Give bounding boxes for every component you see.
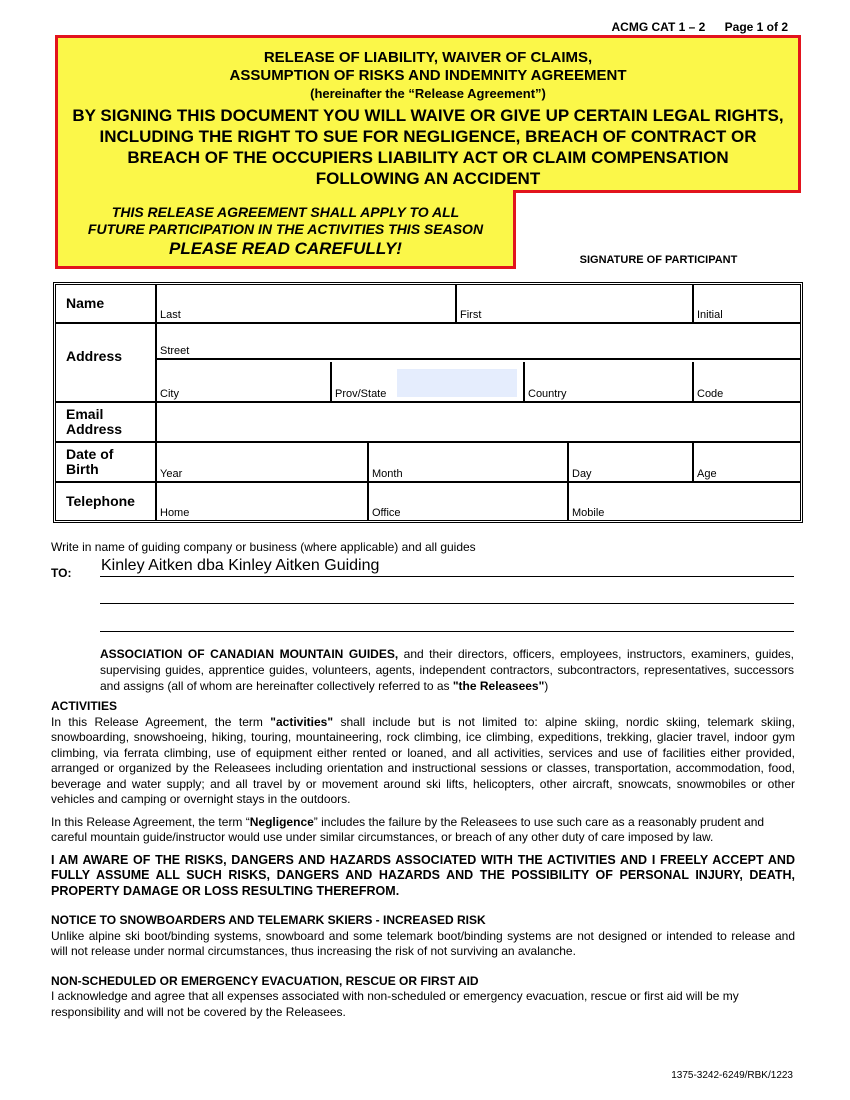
negligence-term: Negligence (249, 814, 314, 829)
activities-section (51, 699, 795, 1020)
negligence-rest: ” includes the failure by the Releasees to use such care as a reasonably prudent and careful mountain guide/instructor would use under similar circumstances, or breach of any other duty of care imposed by law. (51, 814, 765, 844)
apply-line-1: THIS RELEASE AGREEMENT SHALL APPLY TO ALL (111, 204, 460, 220)
name-label: Name (56, 285, 157, 322)
warning-line-2: INCLUDING THE RIGHT TO SUE FOR NEGLIGENCE, BREACH OF CONTRACT OR (99, 127, 757, 146)
form-code: ACMG CAT 1 – 2 (611, 20, 706, 34)
dob-label-line-1: Date of (66, 446, 114, 462)
releasees-text: and their directors, officers, employees, instructors, examiners, guides, supervising guides, apprentice guides, volunteers, agents, independent contractors, subcontractors, representatives, successors and assigns (all of whom are hereinafter collectively referred to as (100, 647, 794, 693)
prov-caption: Prov/State (335, 388, 387, 400)
warning-line-3: BREACH OF THE OCCUPIERS LIABILITY ACT OR CLAIM COMPENSATION (127, 148, 729, 167)
email-row (56, 403, 800, 443)
document-header (596, 20, 789, 34)
street-field[interactable] (157, 322, 800, 360)
code-caption: Code (697, 388, 724, 400)
initial-caption: Initial (697, 309, 723, 321)
last-caption: Last (160, 309, 181, 321)
office-phone-field[interactable] (369, 483, 569, 520)
notice-text: Unlike alpine ski boot/binding systems, snowboard and some telemark boot/binding systems are not designed or intended to release and will not release under normal circumstances, thus increasing the risk of not surviving an avalanche. (51, 928, 795, 958)
apply-line-2: FUTURE PARTICIPATION IN THE ACTIVITIES THIS SEASON (87, 221, 484, 237)
releasees-paragraph (100, 646, 794, 694)
country-field[interactable] (525, 362, 694, 401)
city-field[interactable] (157, 362, 332, 401)
prov-field[interactable] (332, 362, 525, 401)
guide-name-field[interactable]: Kinley Aitken dba Kinley Aitken Guiding (101, 557, 380, 574)
email-label (56, 403, 157, 441)
activities-paragraph (51, 715, 795, 808)
read-carefully: PLEASE READ CAREFULLY! (169, 239, 402, 258)
age-field[interactable] (694, 443, 800, 481)
day-caption: Day (572, 468, 592, 480)
guide-line-1 (100, 576, 794, 577)
negligence-paragraph (51, 815, 795, 846)
title-line-1: RELEASE OF LIABILITY, WAIVER OF CLAIMS, (263, 49, 593, 66)
guide-line-3[interactable] (100, 631, 794, 632)
releasees-term: "the Releasees" (452, 679, 545, 693)
street-caption: Street (160, 345, 190, 357)
dob-row (56, 443, 800, 483)
first-name-field[interactable] (457, 285, 694, 322)
name-row (56, 285, 800, 324)
first-caption: First (460, 309, 482, 321)
email-label-line-1: Email (66, 406, 104, 422)
participant-signature-field[interactable] (513, 190, 801, 269)
telephone-row (56, 483, 800, 520)
month-field[interactable] (369, 443, 569, 481)
guide-line-2[interactable] (100, 603, 794, 604)
participant-info-form (53, 282, 803, 523)
prov-highlight (397, 369, 517, 397)
month-caption: Month (372, 468, 403, 480)
dob-label (56, 443, 157, 481)
document-footer-code: 1375-3242-6249/RBK/1223 (671, 1070, 793, 1081)
guide-instruction: Write in name of guiding company or business (where applicable) and all guides (51, 540, 476, 554)
warning-line-4: FOLLOWING AN ACCIDENT (315, 169, 541, 188)
email-label-line-2: Address (66, 421, 123, 437)
last-name-field[interactable] (157, 285, 457, 322)
activities-p1-rest: shall include but is not limited to: alpine skiing, nordic skiing, telemark skiing, snowboarding, snowshoeing, hiking, touring, mountaineering, rock climbing, ice climbing, expeditions, trekking, glacier travel, indoor gym climbing, via ferrata climbing, use of equipment either rented or loaned, and all activities, services and use of facilities either provided, arranged or organized by the Releasees including orientation and instructional sessions or classes, transportation, accommodation, food, beverage and water supply; and all travel by or movement around ski lifts, helicopters, other aircraft, snowcats, snowmobiles or other vehicles and camping or overnight stays in the outdoors. (51, 714, 795, 806)
dob-label-line-2: Birth (66, 461, 99, 477)
age-caption: Age (697, 468, 717, 480)
home-caption: Home (160, 507, 190, 519)
warning-line-1: BY SIGNING THIS DOCUMENT YOU WILL WAIVE OR GIVE UP CERTAIN LEGAL RIGHTS, (72, 106, 784, 125)
to-label: TO: (51, 566, 72, 580)
acmg-name: ASSOCIATION OF CANADIAN MOUNTAIN GUIDES, (100, 647, 399, 661)
address-label: Address (56, 322, 157, 401)
risk-acknowledgement: I AM AWARE OF THE RISKS, DANGERS AND HAZARDS ASSOCIATED WITH THE ACTIVITIES AND I FREELY ACCEPT AND FULLY ASSUME ALL SUCH RISKS, DANGERS AND HAZARDS AND THE POSSIBILITY OF PERSONAL INJURY, DEATH, PROPERTY DAMAGE OR LOSS RESULTING THEREFROM. (51, 852, 795, 898)
address-row (56, 322, 800, 403)
initial-field[interactable] (694, 285, 800, 322)
title-line-2: ASSUMPTION OF RISKS AND INDEMNITY AGREEMENT (229, 67, 627, 84)
telephone-label: Telephone (56, 483, 157, 520)
warning-banner (55, 35, 801, 269)
year-caption: Year (160, 468, 183, 480)
activities-p1-start: In this Release Agreement, the term (51, 714, 271, 729)
title-subtitle: (hereinafter the “Release Agreement”) (310, 86, 546, 101)
home-phone-field[interactable] (157, 483, 369, 520)
mobile-caption: Mobile (572, 507, 605, 519)
country-caption: Country (528, 388, 567, 400)
activities-heading: ACTIVITIES (51, 699, 118, 713)
office-caption: Office (372, 507, 401, 519)
negligence-start: In this Release Agreement, the term “ (51, 814, 250, 829)
year-field[interactable] (157, 443, 369, 481)
mobile-phone-field[interactable] (569, 483, 800, 520)
day-field[interactable] (569, 443, 694, 481)
postal-code-field[interactable] (694, 362, 800, 401)
season-notice (58, 190, 513, 266)
activities-term: "activities" (270, 714, 334, 729)
releasees-close: ) (544, 679, 549, 693)
city-caption: City (160, 388, 179, 400)
signature-label: SIGNATURE OF PARTICIPANT (579, 254, 738, 266)
evacuation-heading: NON-SCHEDULED OR EMERGENCY EVACUATION, RESCUE OR FIRST AID (51, 973, 479, 988)
evacuation-text: I acknowledge and agree that all expenses associated with non-scheduled or emergency evacuation, rescue or first aid will be my responsibility and will not be covered by the Releasees. (51, 989, 739, 1019)
notice-heading: NOTICE TO SNOWBOARDERS AND TELEMARK SKIERS - INCREASED RISK (51, 913, 486, 927)
page-number: Page 1 of 2 (724, 20, 788, 34)
email-field[interactable] (157, 403, 800, 441)
